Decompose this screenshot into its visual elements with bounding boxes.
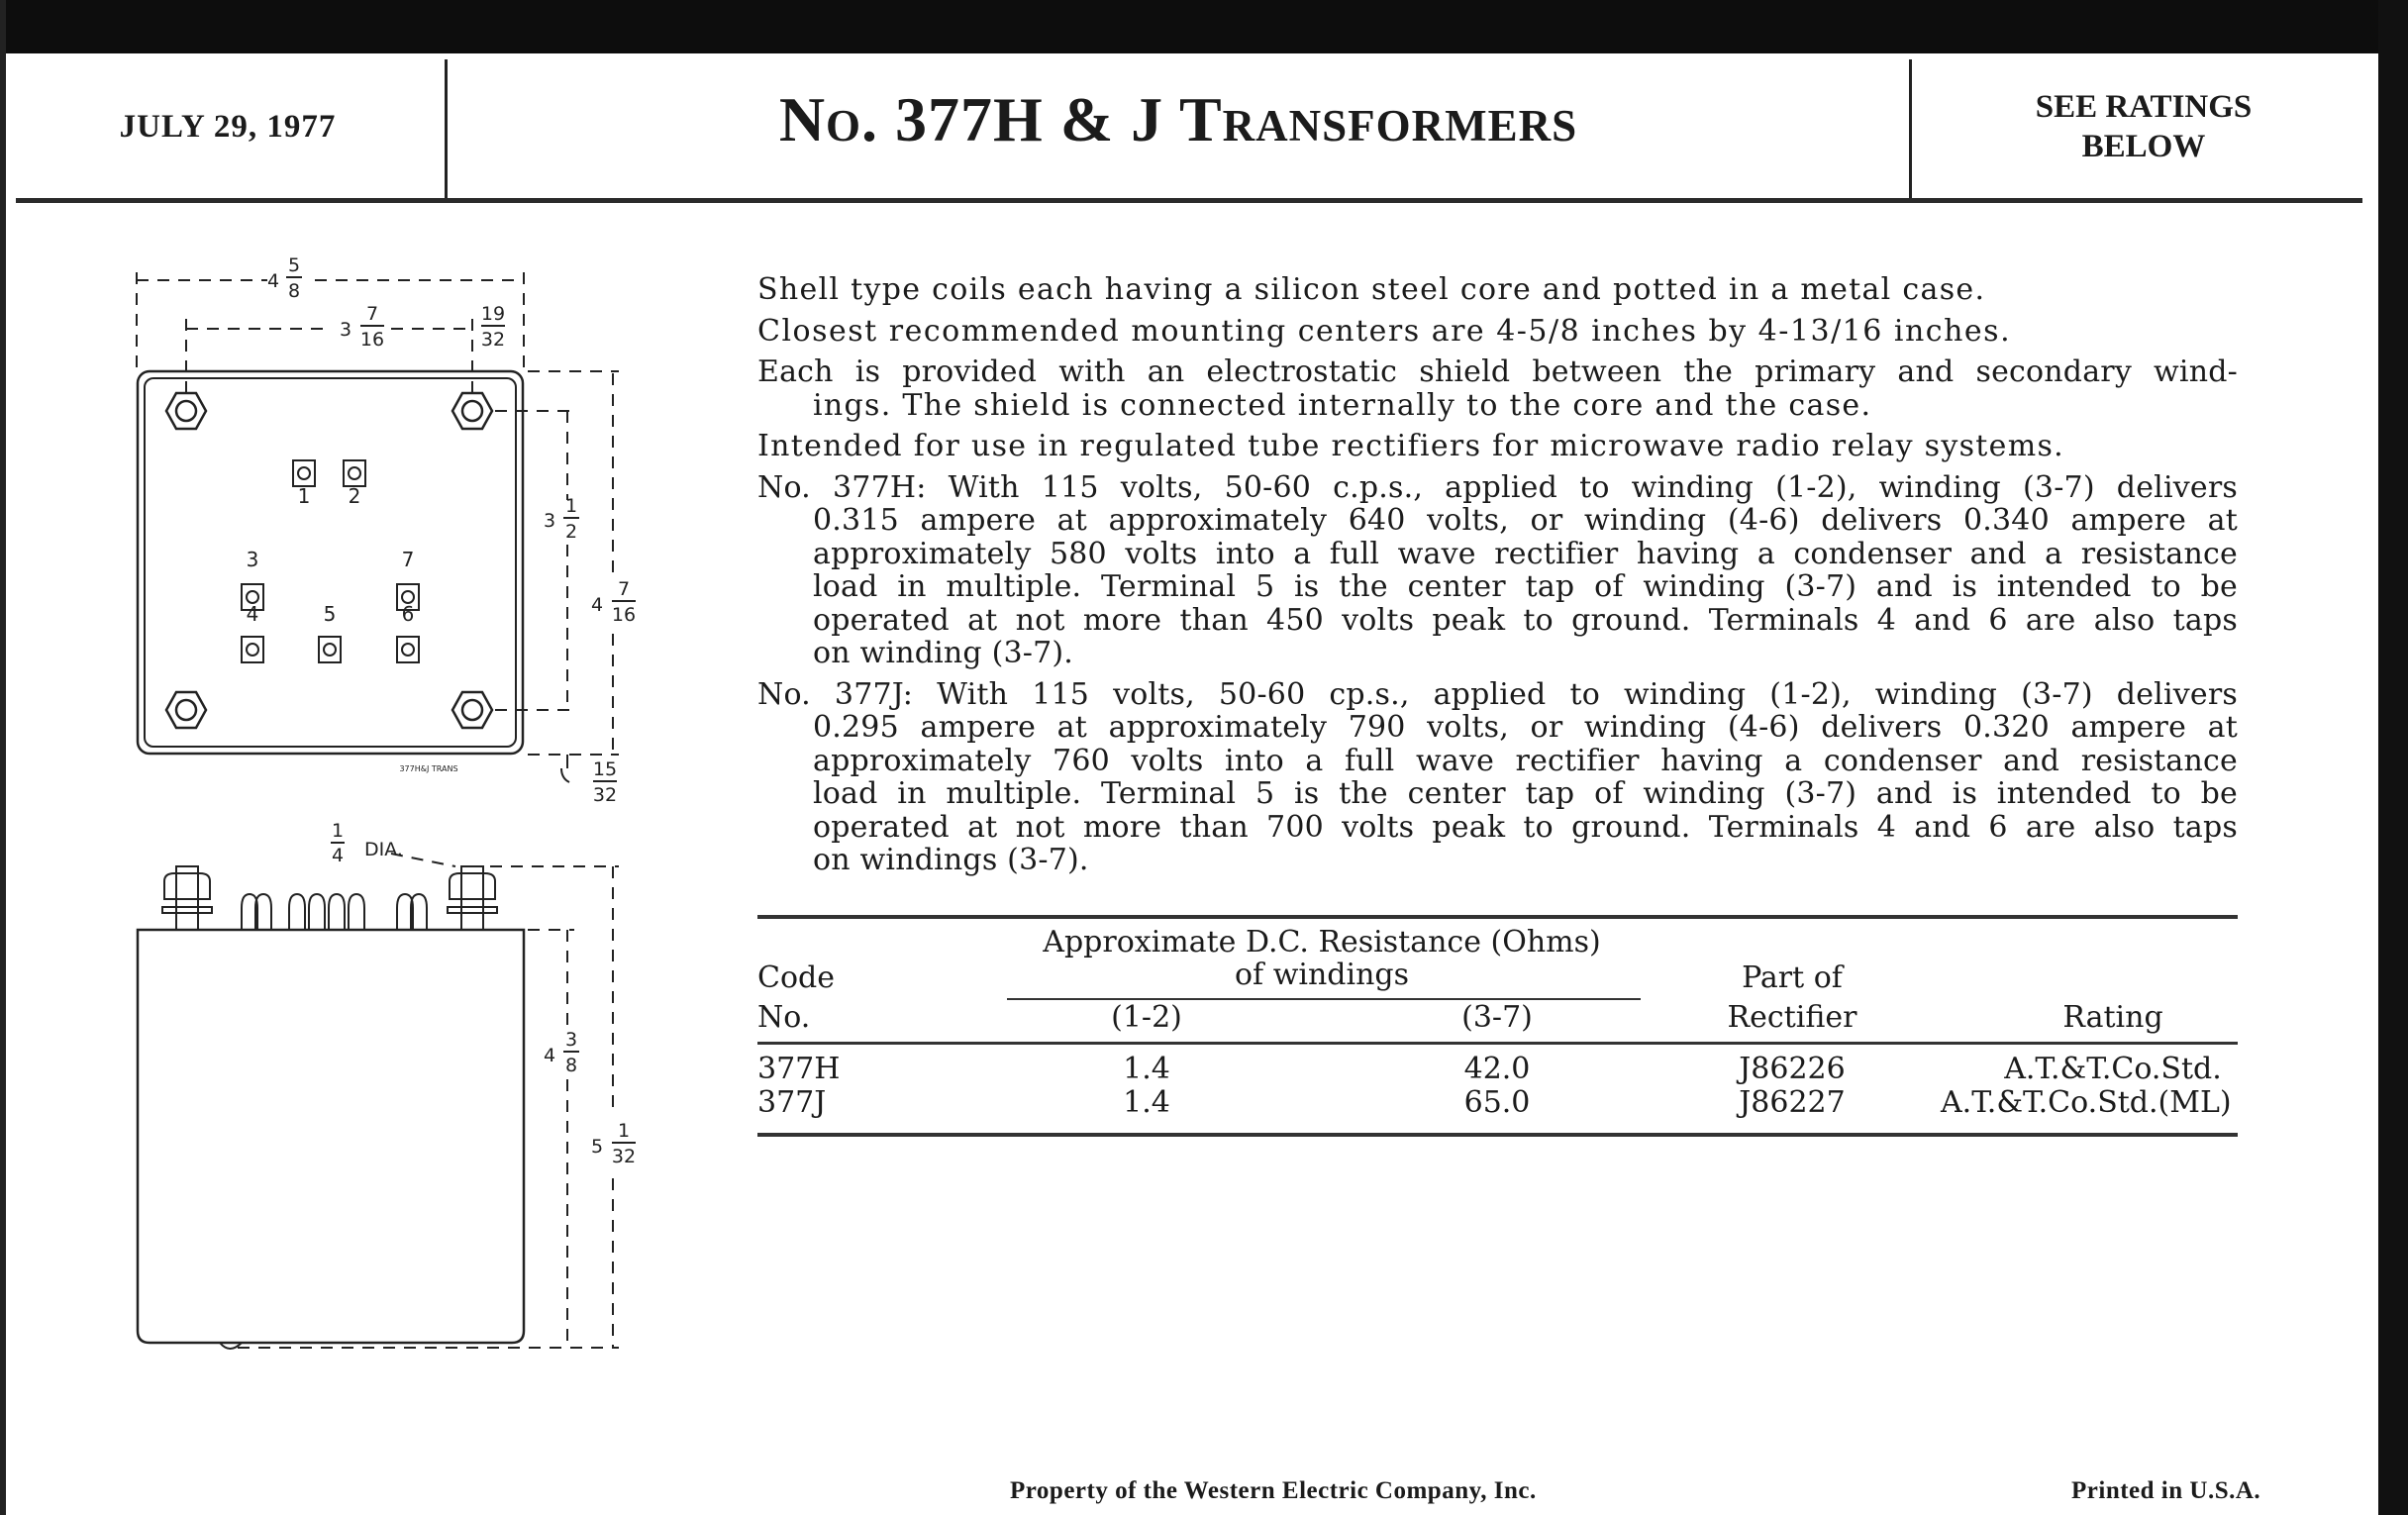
- rectifier-header: Rectifier: [1727, 1000, 1857, 1035]
- text-line: load in multiple. Terminal 5 is the center tap of winding (3-7) and is intended to be: [813, 776, 2238, 811]
- terminal-label: 1: [297, 484, 311, 508]
- terminal-label: 3: [246, 548, 259, 571]
- text-line: ings. The shield is connected internally to the core and the case.: [813, 387, 1872, 423]
- dimension-whole: 4: [543, 1045, 556, 1066]
- description-paragraph: [757, 273, 2238, 307]
- cell-r37: 65.0: [1463, 1085, 1531, 1120]
- terminal-icon: [242, 637, 263, 662]
- col-header-3-7: (3-7): [1461, 1000, 1533, 1035]
- terminal-icon: [344, 460, 365, 486]
- mounting-nut-icon: [452, 692, 492, 728]
- table-bottom-rule: [757, 1133, 2238, 1137]
- dimension-denominator: 32: [480, 329, 506, 351]
- text-line: Closest recommended mounting centers are 4-5/8 inches by 4-13/16 inches.: [757, 313, 2012, 349]
- cell-r12: 1.4: [1123, 1052, 1170, 1086]
- ratings-note: [1916, 87, 2371, 166]
- group-header-rule: [1007, 998, 1641, 1000]
- dimension-dia-label: DIA.: [364, 839, 403, 860]
- resistance-table: [757, 915, 2238, 1139]
- dimension-numerator: 5: [287, 254, 301, 276]
- dimension-denominator: 2: [564, 521, 578, 543]
- dimension-numerator: 7: [617, 578, 631, 600]
- dimension-whole: 3: [339, 319, 352, 341]
- terminal-label: 2: [348, 484, 361, 508]
- mounting-nut-icon: [452, 393, 492, 429]
- dimension-numerator: 7: [365, 303, 379, 325]
- rectifier-header: Part of: [1742, 960, 1843, 995]
- terminal-label: 7: [401, 548, 415, 571]
- mounting-nut-icon: [166, 692, 206, 728]
- scan-border-right: [2378, 0, 2408, 1515]
- text-line: operated at not more than 450 volts peak to ground. Terminals 4 and 6 are also taps: [813, 602, 2238, 638]
- issue-date: JULY 29, 1977: [119, 109, 337, 145]
- transformer-drawing: [0, 0, 713, 1386]
- group-header: of windings: [1234, 958, 1410, 992]
- text-line: 0.295 ampere at approximately 790 volts, or winding (4-6) delivers 0.320 ampere at: [813, 710, 2238, 745]
- description-paragraph-377j: [757, 678, 2238, 877]
- printed-notice: Printed in U.S.A.: [2071, 1477, 2261, 1504]
- dimension-denominator: 8: [564, 1055, 578, 1076]
- text-line: operated at not more than 700 volts peak to ground. Terminals 4 and 6 are also taps: [813, 809, 2238, 845]
- rating-header: Rating: [2062, 1000, 2163, 1035]
- cell-rating: A.T.&T.Co.Std.(ML): [1941, 1085, 2232, 1120]
- text-line: on winding (3-7).: [813, 636, 1074, 670]
- dimension-denominator: 4: [331, 845, 345, 866]
- code-header: No.: [757, 1000, 811, 1035]
- col-header-1-2: (1-2): [1111, 1000, 1182, 1035]
- dimension-whole: 3: [543, 510, 556, 532]
- dimension-labels: [267, 254, 636, 1167]
- text-line: 0.315 ampere at approximately 640 volts, or winding (4-6) delivers 0.340 ampere at: [813, 503, 2238, 538]
- dimension-denominator: 32: [611, 1146, 637, 1167]
- terminal-icon: [293, 460, 315, 486]
- terminal-label: 4: [246, 602, 259, 626]
- cell-code: 377H: [757, 1052, 841, 1086]
- dimension-whole: 5: [590, 1136, 604, 1158]
- text-line: Shell type coils each having a silicon steel core and potted in a metal case.: [757, 272, 1986, 307]
- text-line: approximately 580 volts into a full wave rectifier having a condenser and a resistance: [813, 536, 2238, 571]
- dimension-numerator: 19: [480, 303, 506, 325]
- text-line: load in multiple. Terminal 5 is the center tap of winding (3-7) and is intended to be: [813, 569, 2238, 604]
- dimension-denominator: 16: [611, 604, 637, 626]
- description-paragraph: [757, 430, 2238, 463]
- drawing-stamp: 377H&J TRANS: [399, 764, 458, 773]
- dimension-numerator: 3: [564, 1029, 578, 1051]
- solder-lug-icon: [242, 894, 427, 930]
- dimension-numerator: 1: [617, 1120, 631, 1142]
- code-header: Code: [757, 960, 835, 995]
- text-line: Intended for use in regulated tube rectifiers for microwave radio relay systems.: [757, 429, 2064, 463]
- text-line: on windings (3-7).: [813, 843, 1089, 877]
- cell-rectifier: J86226: [1739, 1052, 1846, 1086]
- description-paragraph: [757, 355, 2238, 422]
- dimension-denominator: 8: [287, 280, 301, 302]
- table-top-rule: [757, 915, 2238, 919]
- dimension-numerator: 15: [592, 758, 618, 780]
- ratings-note-line: BELOW: [2081, 129, 2206, 164]
- mounting-nut-icon: [166, 393, 206, 429]
- cell-code: 377J: [757, 1085, 827, 1120]
- text-line: approximately 760 volts into a full wave rectifier having a condenser and resistance: [813, 743, 2238, 778]
- group-header: Approximate D.C. Resistance (Ohms): [1043, 925, 1601, 960]
- mounting-stud-icon: [448, 866, 497, 930]
- description-paragraph-377h: [757, 471, 2238, 670]
- table-header-rule: [757, 1042, 2238, 1045]
- cell-rectifier: J86227: [1739, 1085, 1846, 1120]
- text-line: No. 377J: With 115 volts, 50-60 cp.s., applied to winding (1-2), winding (3-7) delivers: [757, 676, 2238, 712]
- dimension-whole: 4: [590, 594, 604, 616]
- dimension-numerator: 1: [564, 495, 578, 517]
- text-line: Each is provided with an electrostatic shield between the primary and secondary wind-: [757, 354, 2238, 389]
- property-notice: Property of the Western Electric Company, Inc.: [1010, 1477, 1537, 1504]
- dimension-whole: 4: [266, 270, 280, 292]
- cell-r37: 42.0: [1463, 1052, 1531, 1086]
- side-view-case: [138, 930, 524, 1343]
- header-divider: [1909, 59, 1912, 201]
- dimension-numerator: 1: [331, 820, 345, 842]
- dimension-denominator: 16: [359, 329, 385, 351]
- mounting-stud-icon: [162, 866, 212, 930]
- terminal-label: 6: [401, 602, 415, 626]
- text-line: No. 377H: With 115 volts, 50-60 c.p.s., applied to winding (1-2), winding (3-7) delivers: [757, 469, 2238, 505]
- page-title: No. 377H & J Transformers: [778, 84, 1578, 154]
- ratings-note-line: SEE RATINGS: [2035, 89, 2253, 125]
- cell-r12: 1.4: [1123, 1085, 1170, 1120]
- description-paragraph: [757, 315, 2238, 349]
- cell-rating: A.T.&T.Co.Std.: [2004, 1052, 2222, 1086]
- dimension-denominator: 32: [592, 784, 618, 806]
- terminal-label: 5: [323, 602, 337, 626]
- terminal-icon: [319, 637, 341, 662]
- description: [757, 273, 2238, 885]
- terminal-icon: [397, 637, 419, 662]
